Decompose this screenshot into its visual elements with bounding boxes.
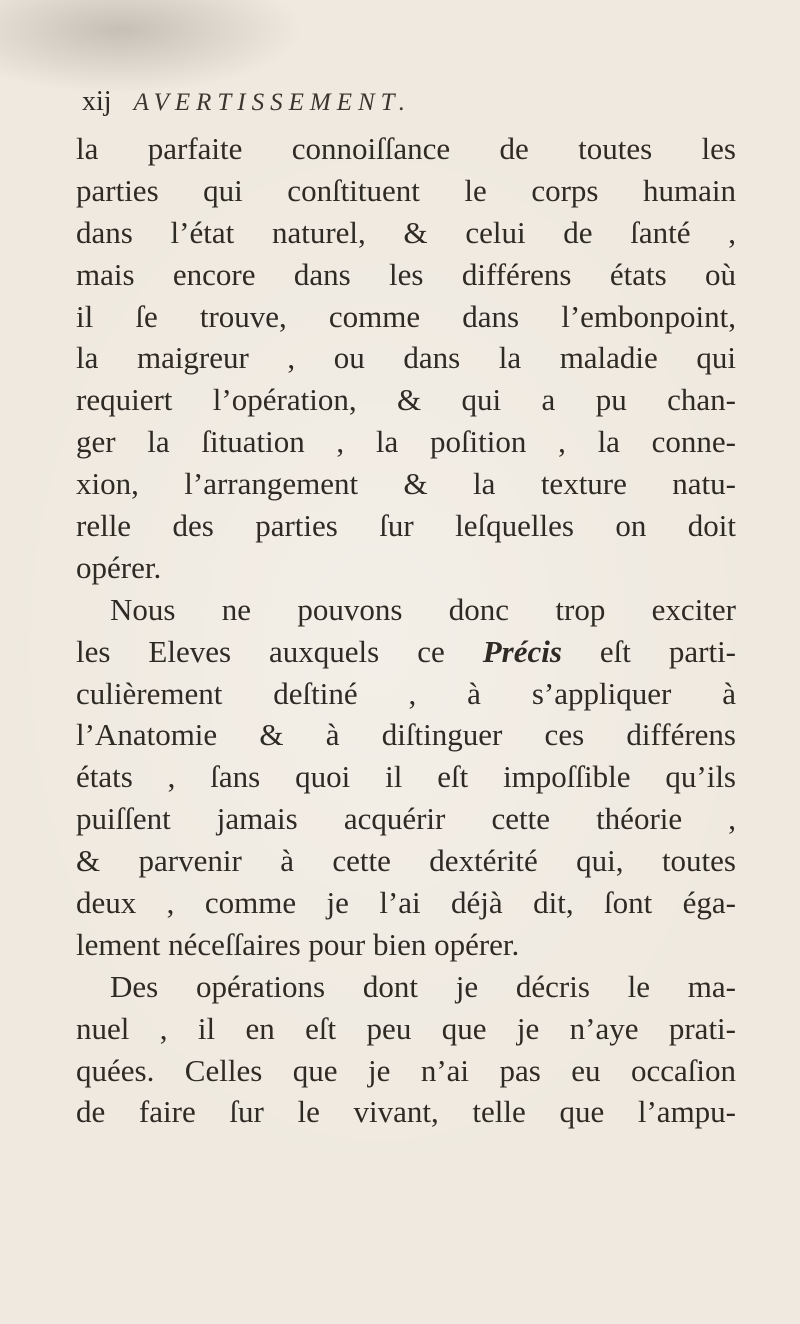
text-line: parties qui conſtituent le corps humain: [76, 172, 736, 208]
text-line: nuel , il en eſt peu que je n’aye prati-: [76, 1010, 736, 1046]
running-head: [82, 86, 411, 126]
text-segment: les Eleves auxquels ce: [76, 633, 483, 669]
paragraph-end-line: opérer.: [76, 549, 162, 585]
text-line: la parfaite connoiſſance de toutes les: [76, 131, 736, 166]
text-line: deux , comme je l’ai déjà dit, ſont éga-: [76, 885, 736, 921]
page-number: xij: [82, 86, 112, 117]
body-text: [76, 128, 736, 1133]
text-line: puiſſent jamais acquérir cette théorie ,: [76, 801, 736, 837]
text-line: requiert l’opération, & qui a pu chan-: [76, 382, 736, 418]
paragraph-end-line: lement néceſſaires pour bien opérer.: [76, 926, 520, 962]
text-line: relle des parties ſur leſquelles on doit: [76, 508, 736, 544]
running-title: AVERTISSEMENT.: [133, 89, 411, 116]
italic-title-precis: Précis: [482, 633, 562, 669]
text-line: quées. Celles que je n’ai pas eu occaſion: [76, 1052, 736, 1088]
text-line: la maigreur , ou dans la maladie qui: [76, 340, 736, 376]
text-line: xion, l’arrangement & la texture natu-: [76, 466, 736, 502]
text-line: ger la ſituation , la poſition , la conne-: [76, 424, 736, 460]
paragraph-start-line: Nous ne pouvons donc trop exciter: [110, 591, 736, 627]
text-line: & parvenir à cette dextérité qui, toutes: [76, 843, 736, 879]
paragraph-start-line: Des opérations dont je décris le ma-: [110, 968, 736, 1004]
text-line: de faire ſur le vivant, telle que l’ampu-: [76, 1094, 736, 1130]
text-line: il ſe trouve, comme dans l’embonpoint,: [76, 298, 736, 334]
text-segment: eſt parti-: [561, 633, 737, 669]
text-line: dans l’état naturel, & celui de ſanté ,: [76, 214, 736, 250]
text-line: mais encore dans les différens états où: [76, 256, 736, 292]
text-line: états , ſans quoi il eſt impoſſible qu’ils: [76, 759, 736, 795]
text-line: culièrement deſtiné , à s’appliquer à: [76, 675, 736, 711]
text-line: l’Anatomie & à diſtinguer ces différens: [76, 717, 736, 753]
text-line-with-italic: [76, 631, 736, 673]
